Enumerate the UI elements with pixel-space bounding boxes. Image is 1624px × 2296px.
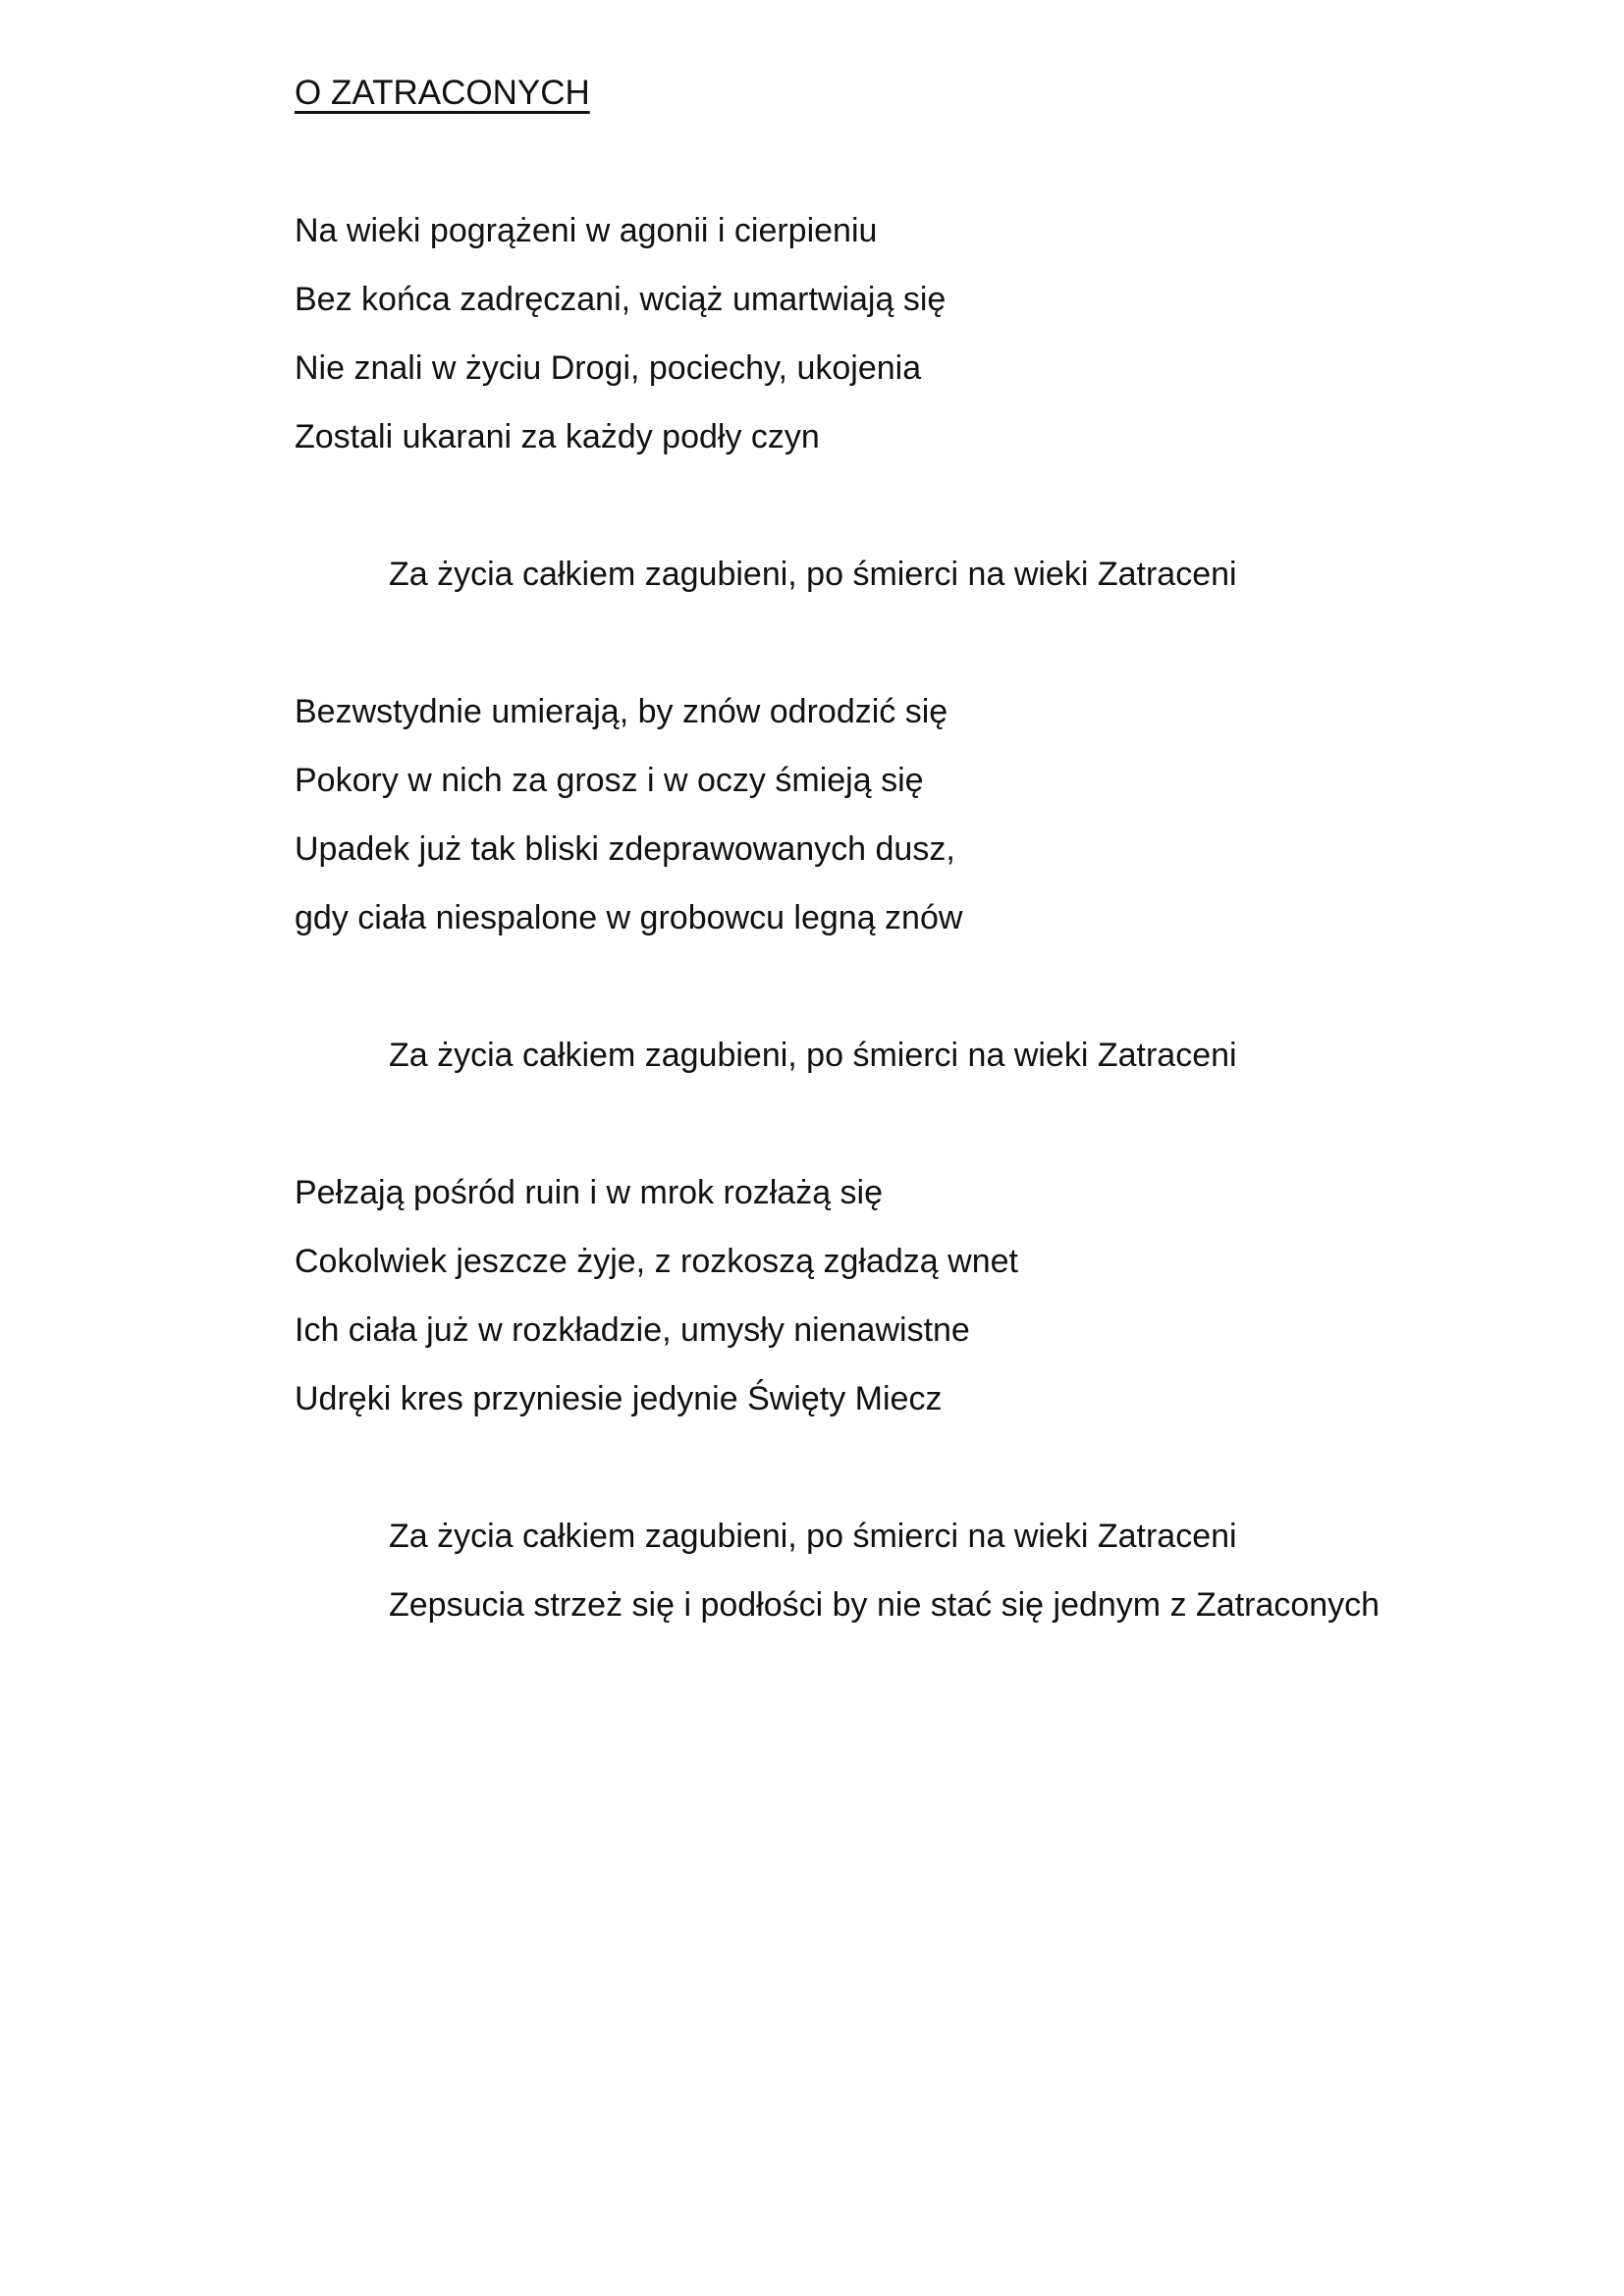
refrain-1 (295, 540, 1408, 609)
blank-line (295, 471, 1408, 540)
stanza-1 (295, 196, 1408, 471)
page-title-text: O ZATRACONYCH (295, 74, 590, 112)
poem-line: Na wieki pogrążeni w agonii i cierpieniu (295, 212, 878, 249)
refrain-line: Za życia całkiem zagubieni, po śmierci na wieki Zatraceni (389, 1518, 1237, 1555)
stanza-2 (295, 677, 1408, 952)
poem-line: Ich ciała już w rozkładzie, umysły nienawistne (295, 1311, 970, 1349)
poem-line: Zostali ukarani za każdy podły czyn (295, 418, 820, 455)
refrain-2 (295, 1021, 1408, 1090)
poem-line: Nie znali w życiu Drogi, pociechy, ukojenia (295, 349, 922, 387)
poem-line: Udręki kres przyniesie jedynie Święty Miecz (295, 1380, 943, 1417)
page-title (295, 59, 1408, 128)
blank-line (295, 1433, 1408, 1502)
blank-line (295, 128, 1408, 196)
poem-line: Cokolwiek jeszcze żyje, z rozkoszą zgładzą wnet (295, 1243, 1018, 1280)
outro (295, 1502, 1408, 1639)
blank-line (295, 952, 1408, 1021)
poem-line: Upadek już tak bliski zdeprawowanych dusz, (295, 830, 955, 868)
poem-line: gdy ciała niespalone w grobowcu legną znów (295, 899, 963, 936)
poem-line: Bezwstydnie umierają, by znów odrodzić się (295, 693, 948, 730)
poem-line: Pokory w nich za grosz i w oczy śmieją się (295, 762, 924, 799)
blank-line (295, 1090, 1408, 1158)
poem-line: Pełzają pośród ruin i w mrok rozłażą się (295, 1174, 884, 1211)
blank-line (295, 609, 1408, 677)
refrain-line: Za życia całkiem zagubieni, po śmierci na wieki Zatraceni (389, 556, 1237, 593)
poem-line: Bez końca zadręczani, wciąż umartwiają się (295, 281, 947, 318)
refrain-line: Za życia całkiem zagubieni, po śmierci na wieki Zatraceni (389, 1037, 1237, 1074)
outro-line: Zepsucia strzeż się i podłości by nie stać się jednym z Zatraconych (389, 1586, 1380, 1624)
stanza-3 (295, 1158, 1408, 1433)
